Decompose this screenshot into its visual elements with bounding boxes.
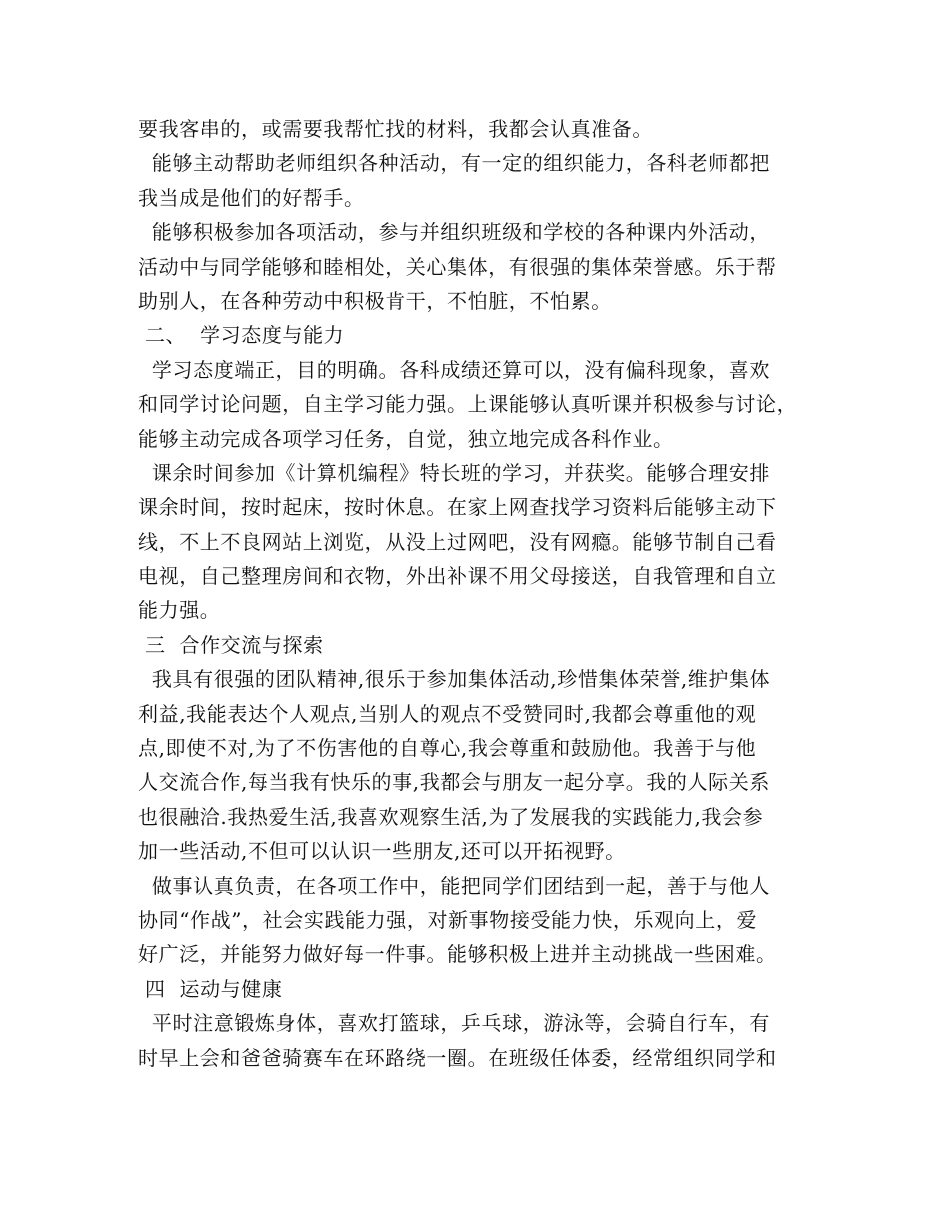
text-line: 课余时间，按时起床，按时休息。在家上网查找学习资料后能够主动下 <box>138 495 777 520</box>
text-line: 能够主动完成各项学习任务，自觉，独立地完成各科作业。 <box>138 426 674 451</box>
paragraph-start-line: 学习态度端正，目的明确。各科成绩还算可以，没有偏科现象，喜欢 <box>138 357 770 382</box>
paragraph-start-line: 我具有很强的团队精神,很乐于参加集体活动,珍惜集体荣誉,维护集体 <box>138 667 771 692</box>
paragraph-start-line: 课余时间参加《计算机编程》特长班的学习，并获奖。能够合理安排 <box>138 460 770 485</box>
text-line: 和同学讨论问题，自主学习能力强。上课能够认真听课并积极参与讨论， <box>138 392 798 417</box>
paragraph-start-line: 能够主动帮助老师组织各种活动，有一定的组织能力，各科老师都把 <box>138 151 770 176</box>
text-line: 电视，自己整理房间和衣物，外出补课不用父母接送，自我管理和自立 <box>138 564 777 589</box>
text-line: 活动中与同学能够和睦相处，关心集体，有很强的集体荣誉感。乐于帮 <box>138 254 777 279</box>
text-line: 好广泛，并能努力做好每一件事。能够积极上进并主动挑战一些困难。 <box>138 942 777 967</box>
text-line: 也很融洽.我热爱生活,我喜欢观察生活,为了发展我的实践能力,我会参 <box>138 804 764 829</box>
section-heading-2: 二、 学习态度与能力 <box>138 323 345 348</box>
text-line: 人交流合作,每当我有快乐的事,我都会与朋友一起分享。我的人际关系 <box>138 770 770 795</box>
paragraph-start-line: 能够积极参加各项活动，参与并组织班级和学校的各种课内外活动， <box>138 220 770 245</box>
paragraph-start-line: 平时注意锻炼身体，喜欢打篮球，乒乓球，游泳等，会骑自行车，有 <box>138 1011 770 1036</box>
text-line: 时早上会和爸爸骑赛车在环路绕一圈。在班级任体委，经常组织同学和 <box>138 1045 777 1070</box>
paragraph-start-line: 做事认真负责，在各项工作中，能把同学们团结到一起，善于与他人 <box>138 873 770 898</box>
text-line: 助别人，在各种劳动中积极肯干，不怕脏，不怕累。 <box>138 288 612 313</box>
section-heading-3: 三 合作交流与探索 <box>138 632 324 657</box>
document-body <box>138 112 828 1075</box>
text-line: 加一些活动,不但可以认识一些朋友,还可以开拓视野。 <box>138 839 626 864</box>
text-line: 点,即使不对,为了不伤害他的自尊心,我会尊重和鼓励他。我善于与他 <box>138 736 757 761</box>
text-line: 要我客串的，或需要我帮忙找的材料，我都会认真准备。 <box>138 117 653 141</box>
text-line: 线，不上不良网站上浏览，从没上过网吧，没有网瘾。能够节制自己看 <box>138 529 777 554</box>
text-line: 我当成是他们的好帮手。 <box>138 185 365 210</box>
text-line: 利益,我能表达个人观点,当别人的观点不受赞同时,我都会尊重他的观 <box>138 701 757 726</box>
text-line: 能力强。 <box>138 598 221 623</box>
text-line: 协同“作战”，社会实践能力强，对新事物接受能力快，乐观向上，爱 <box>138 907 758 932</box>
section-heading-4: 四 运动与健康 <box>138 976 283 1001</box>
